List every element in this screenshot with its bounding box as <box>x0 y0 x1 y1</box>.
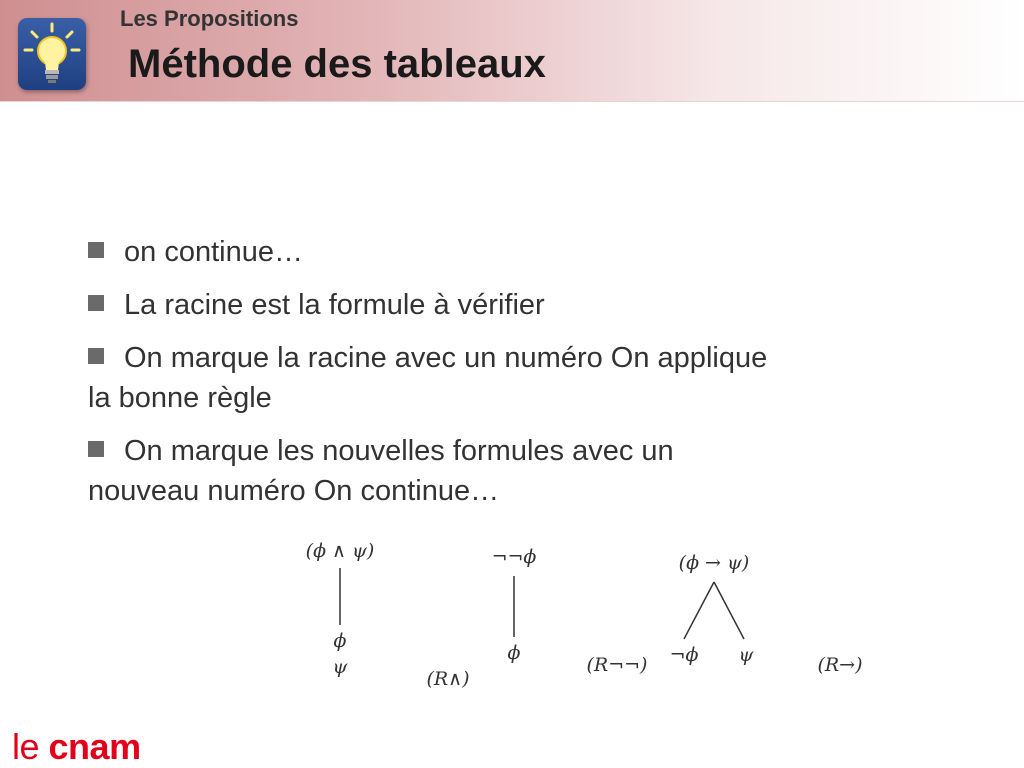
slide-header <box>0 0 1024 102</box>
impl-rule-label: (R→) <box>817 654 863 676</box>
bullet-item <box>88 338 788 418</box>
lightbulb-icon <box>18 18 86 90</box>
bullet-text: on continue… <box>124 236 303 268</box>
square-bullet-icon <box>88 242 104 258</box>
square-bullet-icon <box>88 295 104 311</box>
bullet-item <box>88 232 788 272</box>
bullet-text: On marque la racine avec un numéro On applique la bonne règle <box>88 342 768 414</box>
slide-supertitle: Les Propositions <box>120 6 299 31</box>
square-bullet-icon <box>88 441 104 457</box>
bullet-item <box>88 285 788 325</box>
impl-rule-right-child: ψ <box>738 644 754 666</box>
and-rule-child-1: ϕ <box>333 630 347 652</box>
logo-text-cnam: cnam <box>48 726 141 767</box>
impl-rule-left-child: ¬ϕ <box>669 644 699 666</box>
cnam-logo <box>12 726 141 768</box>
impl-rule-right-branch <box>714 582 744 639</box>
bullet-list <box>88 232 788 524</box>
negneg-rule-root: ¬¬ϕ <box>491 546 537 568</box>
and-rule-label: (R∧) <box>426 668 470 690</box>
bullet-item <box>88 431 788 511</box>
header-divider <box>0 101 1024 102</box>
impl-rule-left-branch <box>684 582 714 639</box>
impl-rule-root: (ϕ → ψ) <box>678 552 750 574</box>
negneg-rule-label: (R¬¬) <box>586 654 648 676</box>
bullet-text: La racine est la formule à vérifier <box>124 289 545 321</box>
slide-title: Méthode des tableaux <box>128 42 546 86</box>
logo-text-le: le <box>12 726 49 767</box>
and-rule-root: (ϕ ∧ ψ) <box>305 540 375 562</box>
bullet-text: On marque les nouvelles formules avec un nouveau numéro On continue… <box>88 435 674 507</box>
square-bullet-icon <box>88 348 104 364</box>
negneg-rule-child: ϕ <box>507 642 521 664</box>
and-rule-child-2: ψ <box>332 656 348 678</box>
tableau-rules-figure <box>0 525 1024 705</box>
